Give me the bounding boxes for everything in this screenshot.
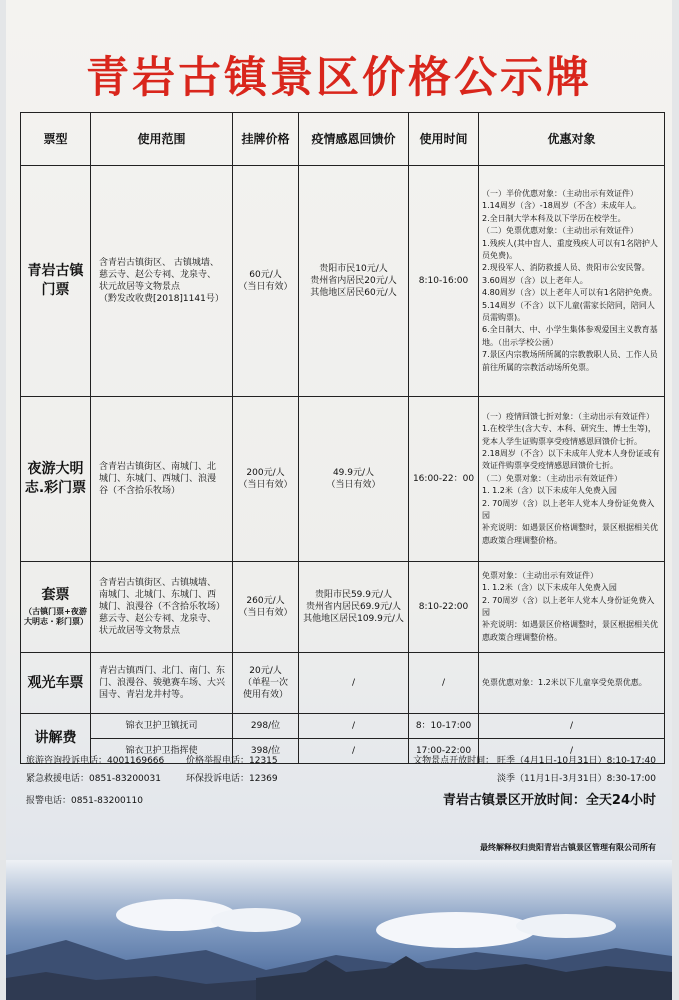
discount-line: 1. 1.2米（含）以下未成年人免费入园 xyxy=(482,486,617,496)
ticket-type xyxy=(21,397,91,562)
discount-list xyxy=(479,397,665,562)
discount-list xyxy=(479,166,665,397)
price-line: （当日有效） xyxy=(238,282,293,292)
discount-line: 补充说明：如遇景区价格调整时，景区根据相关优惠政策合理调整价格。 xyxy=(482,523,658,545)
usage-time: 8:10-16:00 xyxy=(409,166,479,397)
header-scope: 使用范围 xyxy=(91,113,233,166)
all-day-open: 青岩古镇景区开放时间：全天24小时 xyxy=(442,793,656,808)
header-discount: 优惠对象 xyxy=(479,113,665,166)
scope-line: 含青岩古镇街区、 古镇城墙、 xyxy=(99,257,219,268)
ticket-scope xyxy=(91,397,233,562)
cloud xyxy=(516,914,616,938)
covid-price xyxy=(299,166,409,397)
table-row xyxy=(21,714,665,739)
ticket-type-label: 青岩古镇门票 xyxy=(27,263,84,298)
guide-discount: / xyxy=(479,714,665,739)
discount-line: 2.现役军人、消防救援人员、贵阳市公安民警。 xyxy=(482,263,650,273)
price-report-hotline: 价格举报电话：12315 xyxy=(186,756,278,766)
covid-price-line: 其他地区居民60元/人 xyxy=(310,288,397,299)
guide-time: 8：10-17:00 xyxy=(409,714,479,739)
ticket-price xyxy=(233,166,299,397)
discount-line: （一）疫情回馈七折对象：（主动出示有效证件） xyxy=(482,411,654,421)
price-poster xyxy=(6,0,672,1000)
scenery-illustration xyxy=(6,860,672,1000)
discount-line: 7.景区内宗教场所所属的宗教教职人员、工作人员前往所属的宗教活动场所免票。 xyxy=(482,350,658,372)
scope-line: 城门、东城门、西城门、浪漫 xyxy=(99,473,217,484)
discount-line: 1. 1.2米（含）以下未成年人免费入园 xyxy=(482,583,617,593)
discount-list xyxy=(479,653,665,714)
scope-line: 南城门、北城门、东城门、西 xyxy=(99,589,217,600)
scope-line: 谷（不含拾乐牧场） xyxy=(99,486,181,497)
scope-line: 国寺、青岩龙井村等。 xyxy=(99,690,190,701)
price-line: （当日有效） xyxy=(238,480,293,490)
price-line: 60元/人 xyxy=(249,269,282,280)
scope-line: 门、浪漫谷、骏驰赛车场、大兴 xyxy=(99,677,226,688)
scope-line: 含青岩古镇街区、古镇城墙、 xyxy=(99,577,217,588)
guide-price: 298/位 xyxy=(233,714,299,739)
police-hotline: 报警电话：0851-83200110 xyxy=(26,796,143,806)
scope-line: 慈云寺、赵公专祠、龙泉寺、 xyxy=(99,614,217,625)
price-line: 260元/人 xyxy=(246,595,285,606)
environment-hotline: 环保投诉电话：12369 xyxy=(186,774,278,784)
table-row xyxy=(21,166,665,397)
guide-scope: 锦衣卫护卫镇抚司 xyxy=(91,714,233,739)
discount-line: 免票对象：（主动出示有效证件） xyxy=(482,570,598,580)
discount-line: 3.60周岁（含）以上老年人。 xyxy=(482,275,588,285)
table-row xyxy=(21,562,665,653)
scope-line: 城门、浪漫谷（不含拾乐牧场） xyxy=(99,601,226,612)
ticket-scope xyxy=(91,653,233,714)
header-price: 挂牌价格 xyxy=(233,113,299,166)
table-row xyxy=(21,397,665,562)
discount-line: 补充说明：如遇景区价格调整时，景区根据相关优惠政策合理调整价格。 xyxy=(482,620,658,642)
covid-price-line: （当日有效） xyxy=(326,480,381,490)
scope-line: 含青岩古镇街区、南城门、北 xyxy=(99,461,217,472)
discount-line: 4.80周岁（含）以上老年人可以有1名陪护免费。 xyxy=(482,288,657,298)
header-ticket-type: 票型 xyxy=(21,113,91,166)
covid-price-line: 其他地区居民109.9元/人 xyxy=(303,614,404,625)
price-line: 200元/人 xyxy=(246,467,285,478)
scope-line: 状元故居等文物景点 xyxy=(99,626,181,637)
header-covid-price: 疫情感恩回馈价 xyxy=(299,113,409,166)
table-header-row xyxy=(21,113,665,166)
price-line: （单程一次 xyxy=(242,677,288,688)
ticket-type-label: 讲解费 xyxy=(34,730,77,747)
discount-line: 5.14周岁（不含）以下儿童(需家长陪同，陪同人员需购票)。 xyxy=(482,300,655,322)
opening-hours xyxy=(386,752,656,788)
ticket-price xyxy=(233,562,299,653)
discount-line: 1.在校学生(含大专、本科、研究生、博士生等)，党本人学生证购票享受疫情感恩回馈价七折。 xyxy=(482,424,656,446)
discount-line: 2. 70周岁（含）以上老年人党本人身份证免费入园 xyxy=(482,498,655,520)
covid-price-line: 49.9元/人 xyxy=(332,467,375,478)
usage-time: / xyxy=(409,653,479,714)
covid-price-line: / xyxy=(351,677,356,688)
covid-price-line: 贵阳市民59.9元/人 xyxy=(314,589,393,600)
guide-scope: 锦衣卫护卫指挥使 xyxy=(91,739,233,764)
discount-list xyxy=(479,562,665,653)
guide-time: 17:00-22:00 xyxy=(409,739,479,764)
discount-line: 1.残疾人(其中盲人、重度残疾人可以有1名陪护人员免费)。 xyxy=(482,238,658,261)
covid-price xyxy=(299,653,409,714)
usage-time: 8:10-22:00 xyxy=(409,562,479,653)
scope-line: （黔发改收费[2018]1141号） xyxy=(99,294,224,305)
discount-line: （一）半价优惠对象：（主动出示有效证件） xyxy=(482,189,638,199)
tourism-hotline: 旅游咨询投诉电话：4001169666 xyxy=(26,756,165,766)
covid-price xyxy=(299,397,409,562)
ticket-price xyxy=(233,653,299,714)
ticket-scope xyxy=(91,166,233,397)
scope-line: 状元故居等文物景点 xyxy=(99,282,181,292)
ticket-price xyxy=(233,397,299,562)
ticket-type-sublabel: （古镇门票+夜游大明志・彩门票） xyxy=(24,606,88,627)
table-row xyxy=(21,653,665,714)
discount-line: （二）免票对象：（主动出示有效证件） xyxy=(482,473,622,483)
discount-line: 2.全日制大学本科及以下学历在校学生。 xyxy=(482,213,626,223)
price-line: 使用有效） xyxy=(242,690,288,701)
discount-line: 2.18周岁（不含）以下未成年人党本人身份证或有效证件购票享受疫情感恩回馈价七折。 xyxy=(482,449,660,471)
ticket-type-label: 套票 xyxy=(41,586,70,603)
ticket-type xyxy=(21,562,91,653)
peak-hours: 文物景点开放时间： 旺季（4月1日-10月31日）8:10-17:40 xyxy=(413,756,656,766)
discount-line: 6.全日制大、中、小学生集体参观爱国主义教育基地。（出示学校公函） xyxy=(482,325,658,347)
ticket-type-label: 观光车票 xyxy=(27,674,84,691)
covid-price-line: 贵阳市民10元/人 xyxy=(319,263,388,274)
price-line: （当日有效） xyxy=(238,608,293,618)
guide-price: 398/位 xyxy=(233,739,299,764)
rights-statement: 最终解释权归贵阳青岩古镇景区管理有限公司所有 xyxy=(480,843,656,852)
price-line: 20元/人 xyxy=(249,665,282,676)
discount-line: （二）免票优惠对象：（主动出示有效证件） xyxy=(482,226,638,236)
price-table xyxy=(20,112,665,764)
covid-price xyxy=(299,562,409,653)
off-peak-hours: 淡季（11月1日-3月31日）8:30-17:00 xyxy=(497,774,656,784)
covid-price-line: 贵州省内居民69.9元/人 xyxy=(305,601,402,612)
discount-line: 免票优惠对象：1.2米以下儿童享受免票优惠。 xyxy=(482,677,647,687)
ticket-type xyxy=(21,653,91,714)
guide-discount: / xyxy=(479,739,665,764)
ticket-type xyxy=(21,166,91,397)
ticket-scope xyxy=(91,562,233,653)
covid-price-line: 贵州省内居民20元/人 xyxy=(310,275,397,286)
scope-line: 青岩古镇西门、北门、南门、东 xyxy=(99,665,226,676)
emergency-hotline: 紧急救援电话：0851-83200031 xyxy=(26,774,161,784)
guide-covid-price: / xyxy=(299,739,409,764)
scope-line: 慈云寺、赵公专祠、龙泉寺、 xyxy=(99,269,217,280)
usage-time: 16:00-22：00 xyxy=(409,397,479,562)
discount-line: 2. 70周岁（含）以上老年人党本人身份证免费入园 xyxy=(482,595,655,617)
discount-line: 1.14周岁（含）-18周岁（不含）未成年人。 xyxy=(482,201,641,211)
ticket-type-label: 夜游大明志.彩门票 xyxy=(24,461,87,496)
guide-covid-price: / xyxy=(299,714,409,739)
cloud xyxy=(376,912,536,948)
cloud xyxy=(211,908,301,932)
page-title: 青岩古镇景区价格公示牌 xyxy=(86,53,592,103)
header-time: 使用时间 xyxy=(409,113,479,166)
